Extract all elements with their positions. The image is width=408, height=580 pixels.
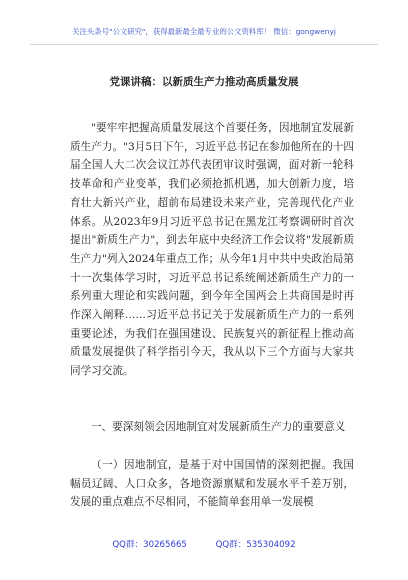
header-divider xyxy=(30,44,378,45)
page-footer xyxy=(0,538,408,550)
section-heading-1: 一、要深刻领会因地制宜对发展新质生产力的重要意义 xyxy=(91,421,346,433)
page-header: 关注头条号"公文研究"，获得最新最全最专业的公文资料库！ 微信：gongwenyj xyxy=(72,27,336,36)
document-title: 党课讲稿：以新质生产力推动高质量发展 xyxy=(109,76,299,88)
paragraph-intro: "要牢牢把握高质量发展这个首要任务，因地制宜发展新质生产力。"3月5日下午，习近平总书记在参加他所在的十四届全国人大二次会议江苏代表团审议时强调，面对新一轮科技革命和产业变革，我们必须抢抓机遇，加大创新力度，培育壮大新兴产业，超前布局建设未来产业，完善现代化产业体系。从2023年9月习近平总书记在黑龙江考察调研时首次提出"新质生产力"，到去年底中央经济工作会议将"发展新质生产力"列入2024年重点工作；从今年1月中共中央政治局第十一次集体学习时，习近平总书记系统阐述新质生产力的一系列重大理论和实践问题，到今年全国两会上共商国是时再作深入阐释……习近平总书记关于发展新质生产力的一系列重要论述，为我们在强国建设、民族复兴的新征程上推动高质量发展提供了科学指引今天，我从以下三个方面与大家共同学习交流。 xyxy=(70,122,354,378)
footer-qq-group-1: QQ群：30265665 xyxy=(112,540,187,550)
paragraph-1-1: （一）因地制宜，是基于对中国国情的深刻把握。我国幅员辽阔、人口众多，各地资源禀赋和发展水平千差万别，发展的重点难点不尽相同，不能简单套用单一发展模 xyxy=(70,459,354,509)
footer-qq-group-2: QQ群：535304092 xyxy=(215,540,296,550)
